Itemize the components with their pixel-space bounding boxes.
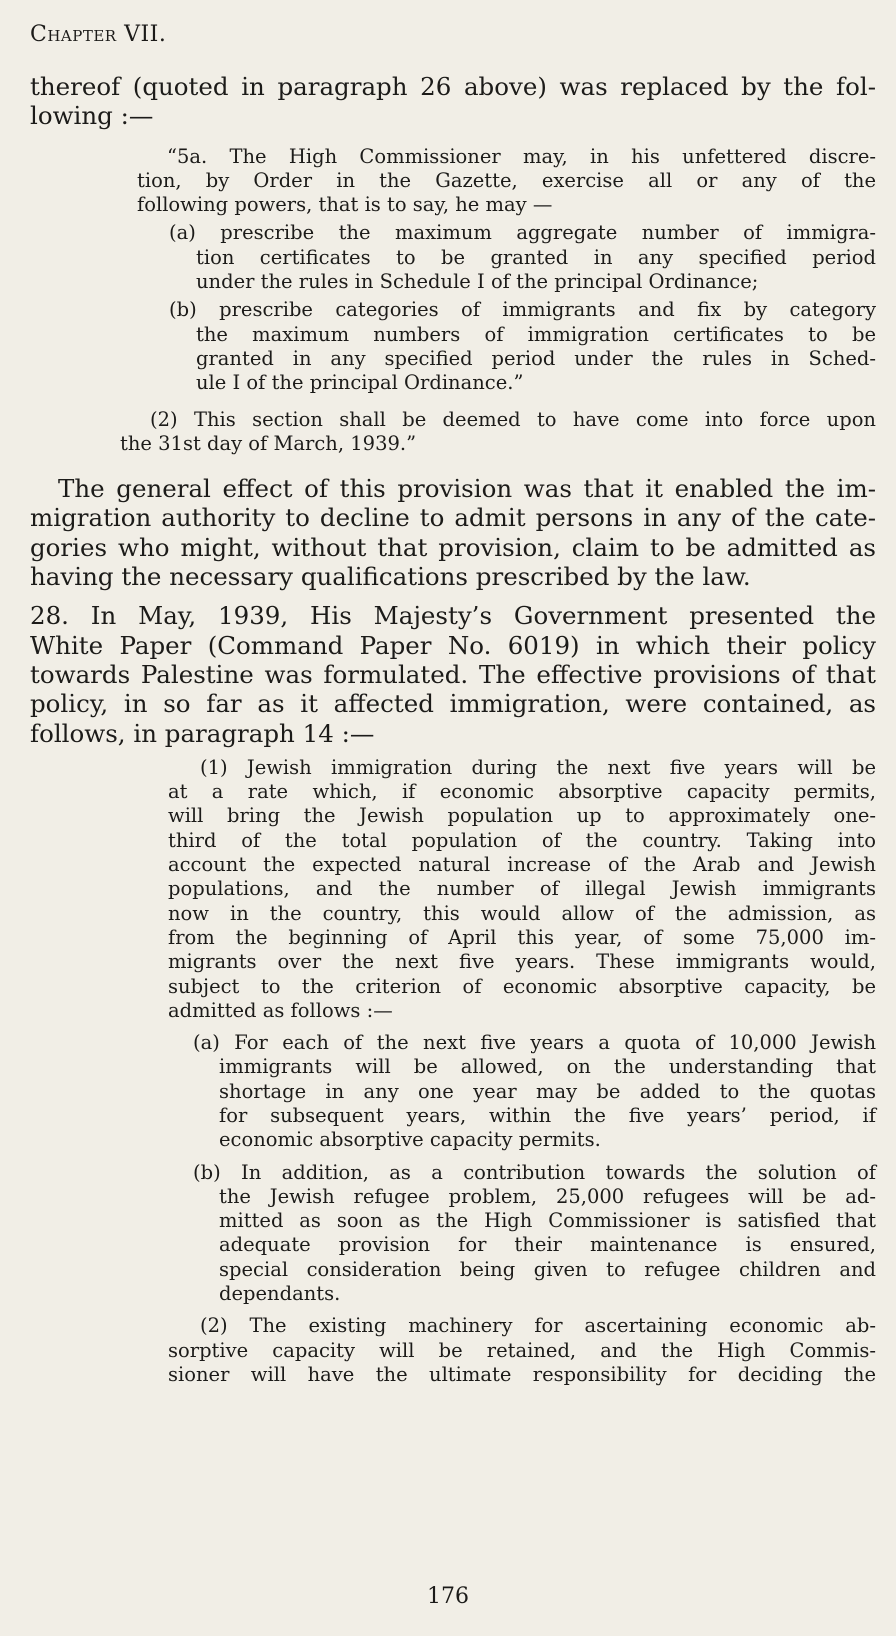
text-line: the Jewish refugee problem, 25,000 refugees will be ad- <box>219 1184 876 1208</box>
text-line: mitted as soon as the High Commissioner is satisfied that <box>219 1209 876 1233</box>
text-line: shortage in any one year may be added to the quotas <box>219 1079 876 1103</box>
white-paper-item-1 <box>168 756 876 1023</box>
page-body <box>30 72 876 1387</box>
text-line: (2) The existing machinery for ascertaining economic ab- <box>200 1314 876 1338</box>
text-line: sorptive capacity will be retained, and the High Commis- <box>168 1338 876 1362</box>
white-paper-item-a <box>193 1031 876 1152</box>
text-line: the maximum numbers of immigration certificates to be <box>196 322 876 346</box>
text-line: follows, in paragraph 14 :— <box>30 718 375 748</box>
running-head: Chapter VII. <box>30 22 167 47</box>
text-line: immigrants will be allowed, on the understanding that <box>219 1055 876 1079</box>
quote-item-a <box>169 221 876 294</box>
text-line: (a) For each of the next five years a quota of 10,000 Jewish <box>193 1031 876 1055</box>
text-line: under the rules in Schedule I of the principal Ordinance; <box>196 270 759 294</box>
text-line: (a) prescribe the maximum aggregate number of immigra- <box>169 221 876 245</box>
text-line: dependants. <box>219 1282 341 1306</box>
text-line: (b) prescribe categories of immigrants and fix by category <box>169 298 876 322</box>
paragraph-28 <box>30 601 876 747</box>
text-line: migrants over the next five years. These immigrants would, <box>168 950 876 974</box>
paragraph-general-effect <box>30 474 876 591</box>
text-line: admitted as follows :— <box>168 998 393 1022</box>
text-line: lowing :— <box>30 101 154 131</box>
text-line: tion, by Order in the Gazette, exercise all or any of the <box>137 168 876 192</box>
text-line: from the beginning of April this year, of some 75,000 im- <box>168 925 876 949</box>
text-line: The general effect of this provision was that it enabled the im- <box>58 474 876 504</box>
text-line: account the expected natural increase of the Arab and Jewish <box>168 853 876 877</box>
text-line: now in the country, this would allow of the admission, as <box>168 901 876 925</box>
text-line: migration authority to decline to admit persons in any of the cate- <box>30 503 876 533</box>
text-line: “5a. The High Commissioner may, in his unfettered discre- <box>167 144 876 168</box>
text-line: 28. In May, 1939, His Majesty’s Government presented the <box>30 601 876 631</box>
white-paper-item-2 <box>168 1314 876 1387</box>
text-line: adequate provision for their maintenance is ensured, <box>219 1233 876 1257</box>
text-line: special consideration being given to refugee children and <box>219 1257 876 1281</box>
text-line: gories who might, without that provision, claim to be admitted as <box>30 532 876 562</box>
text-line: tion certificates to be granted in any specified period <box>196 245 876 269</box>
text-line: ule I of the principal Ordinance.” <box>196 371 524 395</box>
text-line: the 31st day of March, 1939.” <box>120 431 417 455</box>
text-line: granted in any specified period under the rules in Sched- <box>196 346 876 370</box>
text-line: subject to the criterion of economic absorptive capacity, be <box>168 974 876 998</box>
text-line: towards Palestine was formulated. The effective provisions of that <box>30 659 876 689</box>
text-line: (b) In addition, as a contribution towards the solution of <box>193 1160 876 1184</box>
quote-5a <box>137 145 876 218</box>
text-line: (2) This section shall be deemed to have come into force upon <box>150 407 876 431</box>
text-line: following powers, that is to say, he may — <box>137 193 553 217</box>
quote-section-2 <box>120 408 876 457</box>
quote-item-b <box>169 298 876 395</box>
page-number: 176 <box>427 1584 469 1609</box>
paragraph-intro <box>30 72 876 131</box>
text-line: third of the total population of the country. Taking into <box>168 828 876 852</box>
text-line: sioner will have the ultimate responsibility for deciding the <box>168 1362 876 1386</box>
text-line: at a rate which, if economic absorptive capacity permits, <box>168 780 876 804</box>
text-line: for subsequent years, within the five years’ period, if <box>219 1103 876 1127</box>
text-line: having the necessary qualifications prescribed by the law. <box>30 562 751 592</box>
text-line: (1) Jewish immigration during the next five years will be <box>200 755 876 779</box>
text-line: economic absorptive capacity permits. <box>219 1128 601 1152</box>
text-line: will bring the Jewish population up to approximately one- <box>168 804 876 828</box>
text-line: thereof (quoted in paragraph 26 above) was replaced by the fol- <box>30 72 876 101</box>
text-line: policy, in so far as it affected immigration, were contained, as <box>30 689 876 719</box>
text-line: White Paper (Command Paper No. 6019) in which their policy <box>30 630 876 660</box>
white-paper-item-b <box>193 1161 876 1307</box>
text-line: populations, and the number of illegal Jewish immigrants <box>168 877 876 901</box>
